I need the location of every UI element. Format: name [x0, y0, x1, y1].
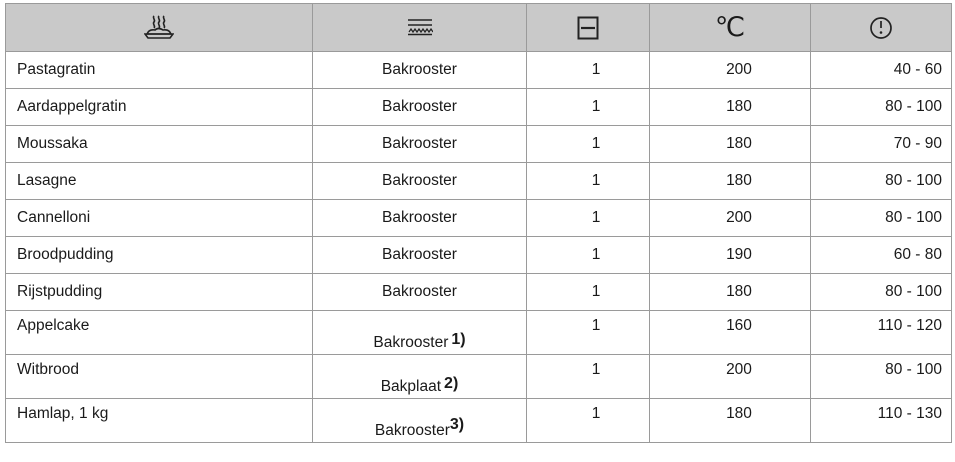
dish-name-cell: Rijstpudding	[6, 274, 313, 311]
temperature-cell: 180	[650, 163, 811, 200]
accessory-cell: Bakrooster	[313, 52, 527, 89]
accessory-cell: Bakrooster$^{3)}$	[313, 399, 527, 443]
time-cell: 80 - 100	[811, 200, 952, 237]
table-row	[6, 237, 952, 274]
shelf-level-cell: 1	[527, 311, 650, 355]
accessory-cell: Bakrooster	[313, 163, 527, 200]
dish-name-cell: Witbrood	[6, 355, 313, 399]
shelf-level-cell: 1	[527, 163, 650, 200]
time-cell: 40 - 60	[811, 52, 952, 89]
footnote-marker: 2)	[444, 375, 459, 392]
shelf-level-cell: 1	[527, 89, 650, 126]
table-body	[6, 52, 952, 443]
dish-name-cell: Appelcake	[6, 311, 313, 355]
temperature-cell: 180	[650, 274, 811, 311]
table-row	[6, 89, 952, 126]
accessory-cell: Bakrooster $^{1)}$	[313, 311, 527, 355]
shelf-level-cell: 1	[527, 52, 650, 89]
temperature-column-header	[650, 4, 811, 52]
dish-name-cell: Pastagratin	[6, 52, 313, 89]
temperature-cell: 200	[650, 200, 811, 237]
shelf-level-cell: 1	[527, 200, 650, 237]
temperature-cell: 200	[650, 52, 811, 89]
time-cell: 80 - 100	[811, 355, 952, 399]
shelf-level-cell: 1	[527, 399, 650, 443]
table-row	[6, 200, 952, 237]
accessory-column-header	[313, 4, 527, 52]
table-row	[6, 163, 952, 200]
table-row	[6, 274, 952, 311]
dish-name-cell: Hamlap, 1 kg	[6, 399, 313, 443]
time-cell: 110 - 130	[811, 399, 952, 443]
shelf-level-cell: 1	[527, 274, 650, 311]
temperature-cell: 190	[650, 237, 811, 274]
level-column-header	[527, 4, 650, 52]
accessory-cell: Bakrooster	[313, 200, 527, 237]
time-column-header	[811, 4, 952, 52]
accessory-cell: Bakrooster	[313, 274, 527, 311]
baking-table	[5, 3, 952, 443]
temperature-cell: 180	[650, 126, 811, 163]
dish-name-cell: Moussaka	[6, 126, 313, 163]
time-cell: 70 - 90	[811, 126, 952, 163]
temperature-cell: 200	[650, 355, 811, 399]
accessory-cell: Bakrooster	[313, 89, 527, 126]
table-row	[6, 126, 952, 163]
accessory-cell: Bakplaat $^{2)}$	[313, 355, 527, 399]
shelf-level-cell: 1	[527, 355, 650, 399]
time-cell: 110 - 120	[811, 311, 952, 355]
temperature-cell: 180	[650, 399, 811, 443]
table-row	[6, 355, 952, 399]
shelf-level-cell: 1	[527, 126, 650, 163]
accessory-cell: Bakrooster	[313, 126, 527, 163]
temperature-cell: 160	[650, 311, 811, 355]
footnote-marker: 3)	[449, 416, 465, 433]
oven-heating-icon	[407, 18, 433, 36]
celsius-symbol: ℃	[714, 12, 746, 42]
dish-name-cell: Cannelloni	[6, 200, 313, 237]
food-dish-icon	[144, 15, 174, 41]
dish-name-cell: Lasagne	[6, 163, 313, 200]
header-row	[6, 4, 952, 52]
shelf-level-cell: 1	[527, 237, 650, 274]
table-row	[6, 311, 952, 355]
dish-name-cell: Broodpudding	[6, 237, 313, 274]
temperature-cell: 180	[650, 89, 811, 126]
clock-icon	[869, 16, 893, 40]
table-row	[6, 399, 952, 443]
footnote-marker: 1)	[451, 331, 466, 348]
accessory-cell: Bakrooster	[313, 237, 527, 274]
time-cell: 80 - 100	[811, 163, 952, 200]
dish-column-header	[6, 4, 313, 52]
dish-name-cell: Aardappelgratin	[6, 89, 313, 126]
table-row	[6, 52, 952, 89]
time-cell: 60 - 80	[811, 237, 952, 274]
time-cell: 80 - 100	[811, 274, 952, 311]
time-cell: 80 - 100	[811, 89, 952, 126]
shelf-level-icon	[577, 16, 599, 40]
